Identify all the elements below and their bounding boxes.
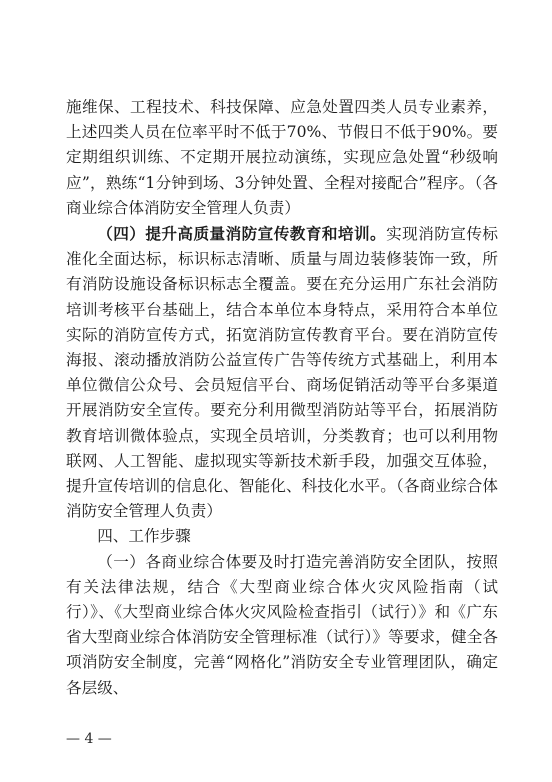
paragraph-publicity-training: [66, 221, 498, 524]
page-number: — 4 —: [66, 731, 112, 747]
paragraph-work-steps: [66, 550, 498, 701]
paragraph-text: 施维保、工程技术、科技保障、应急处置四类人员专业素养，上述四类人员在位率平时不低于70%、节假日不低于90%。要定期组织训练、不定期开展拉动演练，实现应急处置“秒级响应”，熟练“1分钟到场、3分钟处置、全程对接配合”程序。（各商业综合体消防安全管理人负责）: [66, 98, 498, 217]
document-body: [66, 95, 498, 701]
paragraph-text: 实现消防宣传标准化全面达标，标识标志清晰、质量与周边装修装饰一致，所有消防设施设备标识标志全覆盖。要在充分运用广东社会消防培训考核平台基础上，结合本单位本身特点，采用符合本单位实际的消防宣传方式，拓宽消防宣传教育平台。要在消防宣传海报、滚动播放消防公益宣传广告等传统方式基础上，利用本单位微信公众号、会员短信平台、商场促销活动等平台多渠道开展消防安全宣传。要充分利用微型消防站等平台，拓展消防教育培训微体验点，实现全员培训，分类教育；也可以利用物联网、人工智能、虚拟现实等新技术新手段，加强交互体验，提升宣传培训的信息化、智能化、科技化水平。（各商业综合体消防安全管理人负责）: [66, 225, 498, 521]
paragraph-text: （一）各商业综合体要及时打造完善消防安全团队，按照有关法律法规，结合《大型商业综合体火灾风险指南（试行）》、《大型商业综合体火灾风险检查指引（试行）》和《广东省大型商业综合体消防安全管理标准（试行）》等要求，健全各项消防安全制度，完善“网格化”消防安全专业管理团队，确定各层级、: [66, 552, 498, 697]
inline-heading: （四）提升高质量消防宣传教育和培训。: [97, 224, 387, 244]
section-heading: 四、工作步骤: [97, 527, 191, 546]
paragraph-continuation: [66, 95, 498, 221]
